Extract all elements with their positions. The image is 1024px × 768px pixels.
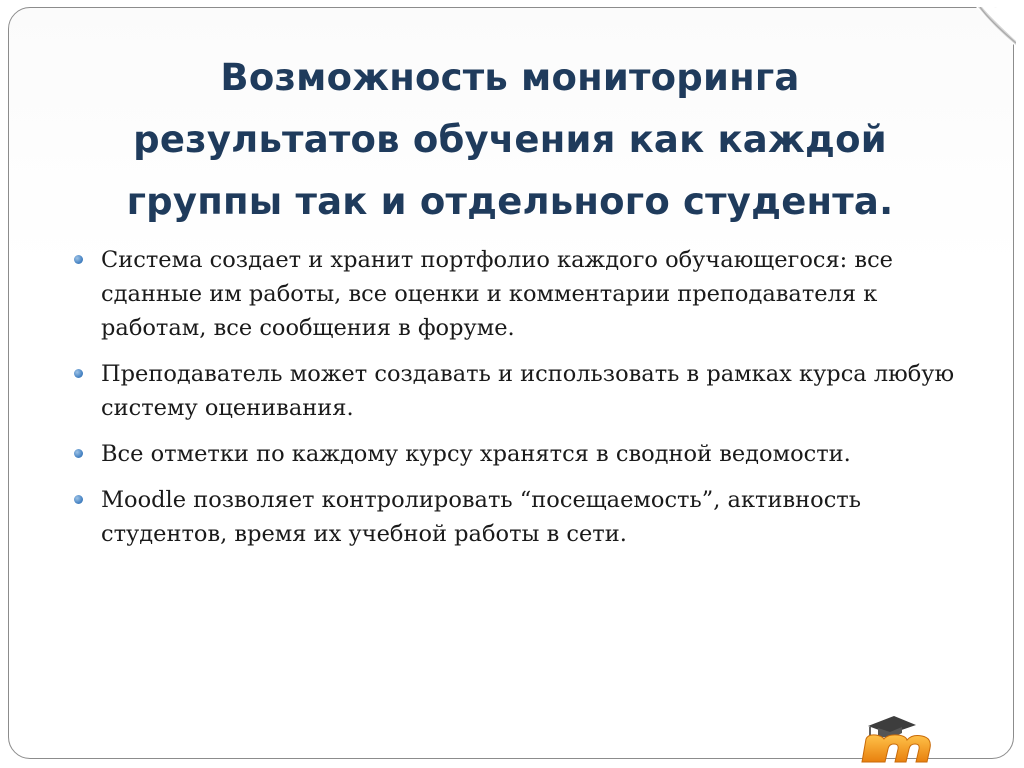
title-period: . bbox=[879, 179, 894, 223]
bullet-dot-icon bbox=[74, 495, 83, 504]
bullet-text: Moodle позволяет контролировать “посещаемость”, активность студентов, время их учебной работы в сети. bbox=[101, 487, 861, 547]
bullet-dot-icon bbox=[74, 255, 83, 264]
bullet-dot-icon bbox=[74, 449, 83, 458]
slide-title bbox=[90, 47, 930, 233]
bullet-item-grading-system bbox=[70, 357, 970, 425]
bullet-item-gradebook bbox=[70, 437, 970, 471]
title-line-3-text: группы так и отдельного студента bbox=[126, 179, 880, 223]
bullet-item-attendance bbox=[70, 483, 970, 551]
title-line-2: результатов обучения как каждой bbox=[133, 117, 887, 161]
bullet-text: Система создает и хранит портфолио каждого обучающегося: все сданные им работы, все оценки и комментарии преподавателя к работам, все сообщения в форуме. bbox=[101, 247, 893, 341]
moodle-logo-icon bbox=[854, 706, 942, 768]
bullet-dot-icon bbox=[74, 369, 83, 378]
bullet-text: Все отметки по каждому курсу хранятся в сводной ведомости. bbox=[101, 441, 851, 467]
page-curl-icon bbox=[976, 7, 1016, 47]
bullet-item-portfolio bbox=[70, 243, 970, 345]
title-line-1: Возможность мониторинга bbox=[220, 55, 800, 99]
bullet-text: Преподаватель может создавать и использовать в рамках курса любую систему оценивания. bbox=[101, 361, 955, 421]
bullet-list bbox=[70, 243, 970, 563]
title-line-3 bbox=[90, 171, 930, 233]
